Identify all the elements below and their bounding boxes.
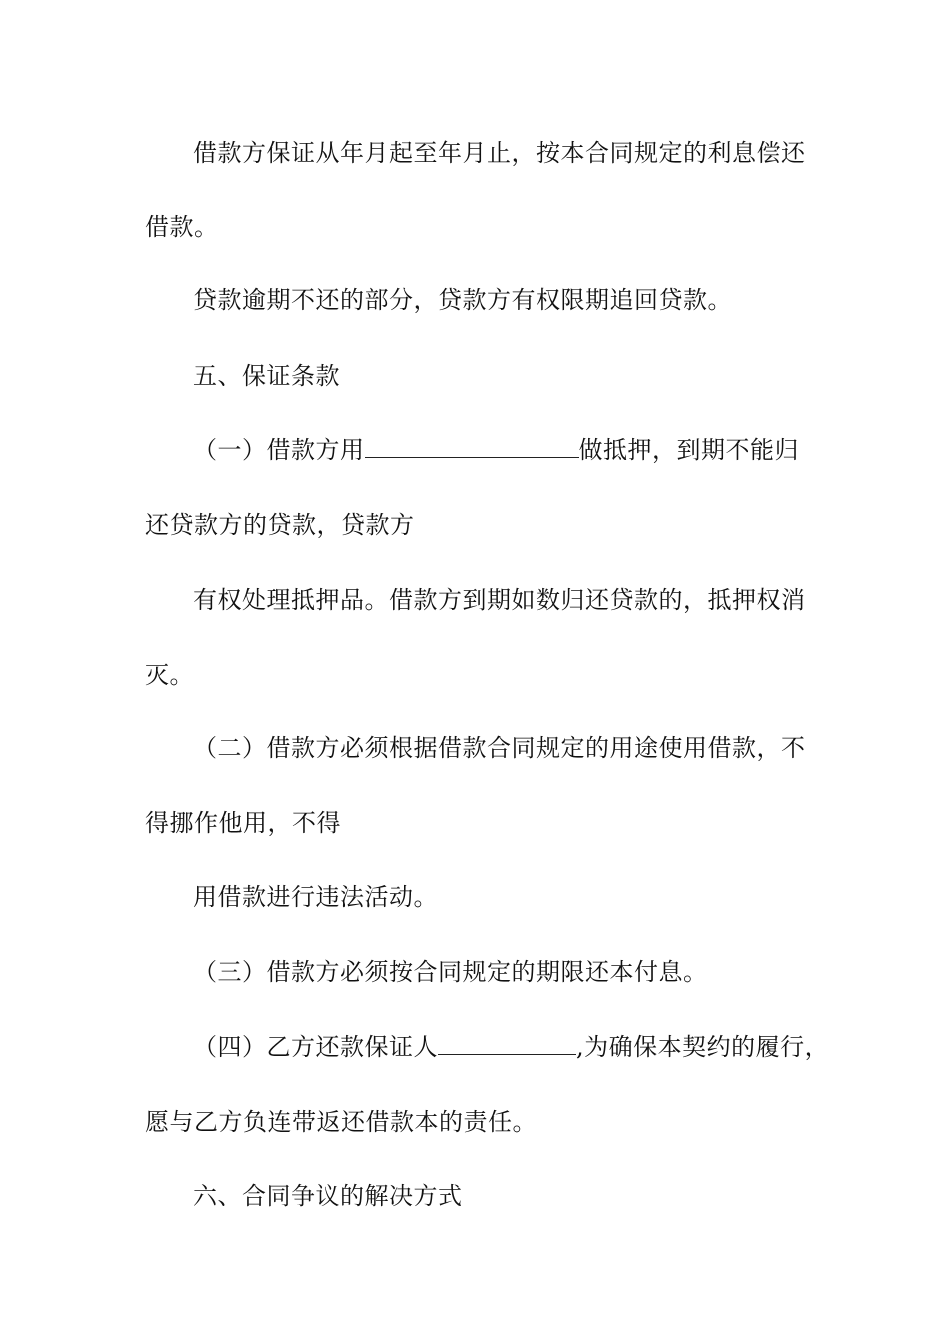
paragraph-line	[193, 882, 438, 912]
section-heading	[193, 361, 340, 391]
paragraph-line	[145, 808, 341, 838]
heading-text: 六、合同争议的解决方式	[193, 1182, 463, 1210]
text: 做抵押，到期不能归	[578, 436, 799, 464]
collateral-blank[interactable]	[365, 435, 579, 458]
text: 得挪作他用，不得	[145, 809, 341, 837]
text: （四）乙方还款保证人	[193, 1033, 438, 1061]
paragraph-line	[193, 733, 806, 763]
paragraph-line	[193, 585, 806, 615]
paragraph-line	[145, 510, 415, 540]
text: 灭。	[145, 661, 194, 689]
paragraph-line	[145, 1107, 537, 1137]
text: （三）借款方必须按合同规定的期限还本付息。	[193, 958, 708, 986]
text: 用借款进行违法活动。	[193, 883, 438, 911]
text: （二）借款方必须根据借款合同规定的用途使用借款，不	[193, 734, 806, 762]
text: 贷款逾期不还的部分，贷款方有权限期追回贷款。	[193, 286, 732, 314]
text: 借款。	[145, 213, 219, 241]
paragraph-line	[145, 212, 219, 242]
text: 借款方保证从年月起至年月止，按本合同规定的利息偿还	[193, 139, 806, 167]
text: 还贷款方的贷款，贷款方	[145, 511, 415, 539]
paragraph-line	[145, 660, 194, 690]
text: 有权处理抵押品。借款方到期如数归还贷款的，抵押权消	[193, 586, 806, 614]
heading-text: 五、保证条款	[193, 362, 340, 390]
text: 愿与乙方负连带返还借款本的责任。	[145, 1108, 537, 1136]
paragraph-line	[193, 1032, 829, 1062]
paragraph-line	[193, 285, 732, 315]
section-heading	[193, 1181, 463, 1211]
paragraph-line	[193, 435, 799, 465]
guarantor-blank[interactable]	[438, 1032, 576, 1055]
paragraph-line	[193, 957, 708, 987]
text: ,为确保本契约的履行，	[576, 1033, 830, 1061]
text: （一）借款方用	[193, 436, 365, 464]
paragraph-line	[193, 138, 806, 168]
